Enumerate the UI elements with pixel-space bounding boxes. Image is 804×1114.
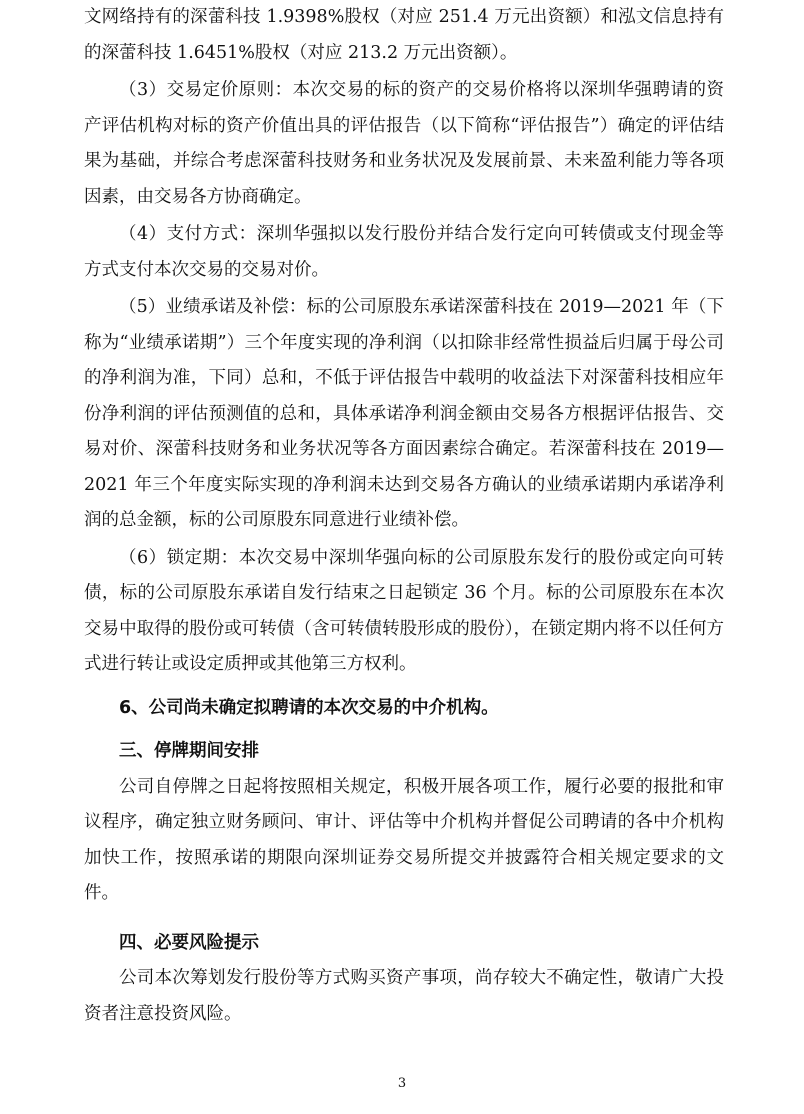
section-3-heading: 三、停牌期间安排: [119, 741, 259, 761]
paragraph-payment-method: （4）支付方式：深圳华强拟以发行股份并结合发行定向可转债或支付现金等方式支付本次交易的交易对价。: [84, 224, 724, 280]
page-number: 3: [397, 1076, 407, 1091]
paragraph-lockup-period: （6）锁定期：本次交易中深圳华强向标的公司原股东发行的股份或定向可转债，标的公司原股东承诺自发行结束之日起锁定 36 个月。标的公司原股东在本次交易中取得的股份或可转债（含可转债转股形成的股份），在锁定期内将不以任何方式进行转让或设定质押或其他第三方权利。: [84, 547, 724, 674]
paragraph-pricing-principle: （3）交易定价原则：本次交易的标的资产的交易价格将以深圳华强聘请的资产评估机构对标的资产价值出具的评估报告（以下简称“评估报告”）确定的评估结果为基础，并综合考虑深蕾科技财务和业务状况及发展前景、未来盈利能力等各项因素，由交易各方协商确定。: [84, 80, 724, 207]
section-4-body: 公司本次筹划发行股份等方式购买资产事项，尚存较大不确定性，敬请广大投资者注意投资风险。: [84, 968, 724, 1024]
section-3-body: 公司自停牌之日起将按照相关规定，积极开展各项工作，履行必要的报批和审议程序，确定独立财务顾问、审计、评估等中介机构并督促公司聘请的各中介机构加快工作，按照承诺的期限向深圳证券交易所提交并披露符合相关规定要求的文件。: [84, 776, 724, 903]
document-body: [84, 0, 724, 1032]
item-6-intermediary: 6、公司尚未确定拟聘请的本次交易的中介机构。: [119, 697, 499, 718]
paragraph-performance-commitment: （5）业绩承诺及补偿：标的公司原股东承诺深蕾科技在 2019—2021 年（下称为“业绩承诺期”）三个年度实现的净利润（以扣除非经常性损益后归属于母公司的净利润为准，下同）总和，不低于评估报告中载明的收益法下对深蕾科技相应年份净利润的评估预测值的总和，具体承诺净利润金额由交易各方根据评估报告、交易对价、深蕾科技财务和业务状况等各方面因素综合确定。若深蕾科技在 2019—2021 年三个年度实际实现的净利润未达到交易各方确认的业绩承诺期内承诺净利润的总金额，标的公司原股东同意进行业绩补偿。: [84, 297, 724, 530]
paragraph-continuation: 文网络持有的深蕾科技 1.9398%股权（对应 251.4 万元出资额）和泓文信息持有的深蕾科技 1.6451%股权（对应 213.2 万元出资额）。: [84, 7, 724, 63]
section-4-heading: 四、必要风险提示: [119, 932, 259, 953]
